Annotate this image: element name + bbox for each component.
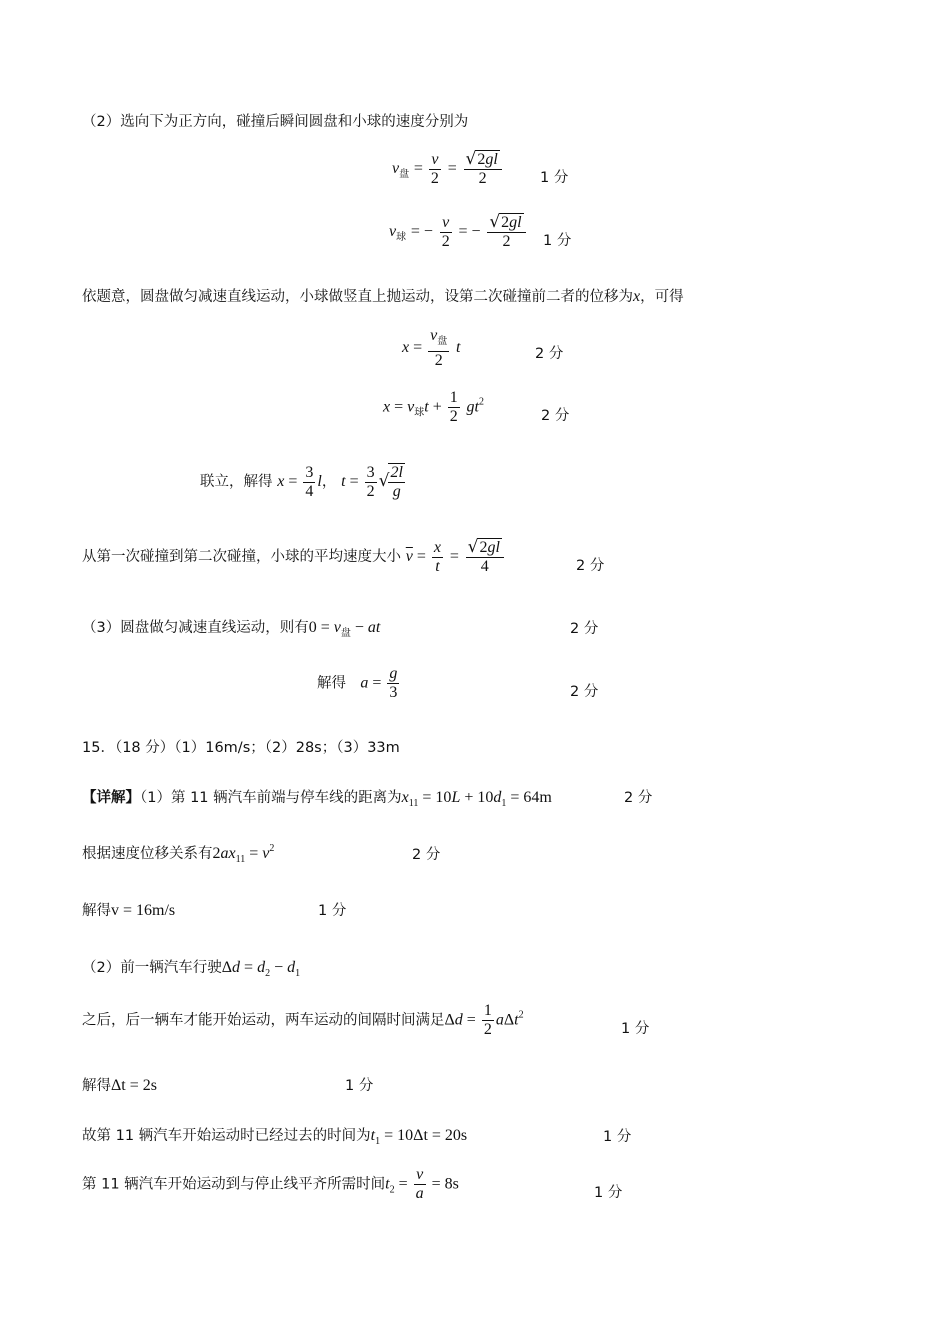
score-part3: 2 分	[570, 621, 599, 637]
sub-ball: 球	[396, 232, 407, 243]
eq-avg-speed: 从第一次碰撞到第二次碰撞，小球的平均速度大小 $\overline{v}$ = $\frac{x}{t}$ = $\frac{√2gl}{4}$	[82, 538, 506, 576]
last-line: 第 11 辆汽车开始运动到与停止线平齐所需时间$t_2$ = $\frac{v}{a}$ = 8s	[82, 1166, 459, 1202]
gu-value: = 10Δt = 20s	[380, 1127, 468, 1144]
part2b-text: （2）前一辆汽车行驶	[82, 960, 222, 976]
q15-header: 15．（18 分）（1）16m/s；（2）28s；（3）33m	[82, 740, 400, 756]
part2b-line: （2）前一辆汽车行驶$\Delta d = d_2 - d_1$	[82, 959, 301, 979]
para-yitiyi: 依题意，圆盘做匀减速直线运动，小球做竖直上抛运动，设第二次碰撞前二者的位移为x，可得	[82, 288, 684, 305]
jiede-v-line	[82, 899, 175, 920]
detail-label: 【详解】	[82, 790, 140, 806]
score-v-pan: 1 分	[540, 170, 569, 186]
detail-value: = 64m	[506, 789, 552, 806]
eq-lianli: 联立，解得 x = $\frac{3}{4}$ l， t = $\frac{3}{2}$ √ $\frac{2l}{g}$	[200, 463, 403, 500]
detail-text: （1）第 11 辆汽车前端与停车线的距离为	[140, 790, 402, 806]
eq-v-ball: $v_球$ = − $\frac{v}{2}$ = − $\frac{√2gl}{2}$	[389, 213, 528, 251]
jiede-v-value: v = 16m/s	[111, 902, 176, 919]
score-detail: 2 分	[624, 790, 653, 806]
eq-x-pan: x = $\frac{v_盘}{2}$ t	[402, 327, 461, 369]
eq-v-pan: $v_盘$ = $\frac{v}{2}$ = $\frac{√2gl}{2}$	[392, 150, 504, 188]
sub-pan-3: 盘	[340, 628, 351, 639]
score-jiede-dt: 1 分	[345, 1078, 374, 1094]
score-after: 1 分	[621, 1021, 650, 1037]
gu-text: 故第 11 辆汽车开始运动时已经过去的时间为	[82, 1128, 371, 1144]
jiede-v-text: 解得	[82, 903, 111, 919]
gu-line: 故第 11 辆汽车开始运动时已经过去的时间为$t_1 = 10\Delta t = 20s$	[82, 1127, 468, 1147]
part3-text: （3）圆盘做匀减速直线运动，则有	[82, 620, 309, 636]
detail-line: 【详解】（1）第 11 辆汽车前端与停车线的距离为$x_{11} = 10L + 10d_1 = 64m$	[82, 789, 552, 809]
para-yitiyi-text: 依题意，圆盘做匀减速直线运动，小球做竖直上抛运动，设第二次碰撞前二者的位移为	[82, 289, 633, 305]
score-jiede-v: 1 分	[318, 903, 347, 919]
sub-ball-2: 球	[414, 407, 425, 419]
eq-x-ball: $x = v_球t$ + $\frac{1}{2}$ $gt^2$	[383, 389, 484, 425]
after-line: 之后，后一辆车才能开始运动，两车运动的间隔时间满足Δd = $\frac{1}{2}$ aΔt$^2$	[82, 1002, 524, 1038]
jiede-dt-value: Δt = 2s	[111, 1077, 157, 1094]
sub-pan: 盘	[399, 169, 410, 180]
last-value: = 8s	[427, 1175, 459, 1193]
after-text: 之后，后一辆车才能开始运动，两车运动的间隔时间满足	[82, 1012, 445, 1029]
lianli-label: 联立，解得	[200, 474, 273, 490]
para-yitiyi-end: ，可得	[640, 289, 684, 305]
jiede-dt-line	[82, 1074, 157, 1095]
sub-pan-2: 盘	[437, 336, 448, 347]
part3-eq: （3）圆盘做匀减速直线运动，则有$0 = v_盘$ − at	[82, 619, 381, 639]
score-x-pan: 2 分	[535, 346, 564, 362]
score-a: 2 分	[570, 684, 599, 700]
score-v-ball: 1 分	[543, 233, 572, 249]
jiede-a-label: 解得	[317, 675, 346, 692]
jiede-dt-text: 解得	[82, 1078, 111, 1094]
score-last: 1 分	[594, 1185, 623, 1201]
avg-speed-text: 从第一次碰撞到第二次碰撞，小球的平均速度大小	[82, 549, 401, 565]
speed-disp-line: 根据速度位移关系有$2ax_{11} = v^2$	[82, 843, 275, 865]
score-gu: 1 分	[603, 1129, 632, 1145]
score-x-ball: 2 分	[541, 408, 570, 424]
speed-disp-text: 根据速度位移关系有	[82, 846, 213, 862]
last-text: 第 11 辆汽车开始运动到与停止线平齐所需时间	[82, 1176, 386, 1193]
part2-intro: （2）选向下为正方向，碰撞后瞬间圆盘和小球的速度分别为	[82, 114, 469, 130]
score-avg-speed: 2 分	[576, 558, 605, 574]
score-speed-disp: 2 分	[412, 847, 441, 863]
eq-a: 解得 a = $\frac{g}{3}$	[317, 665, 398, 701]
